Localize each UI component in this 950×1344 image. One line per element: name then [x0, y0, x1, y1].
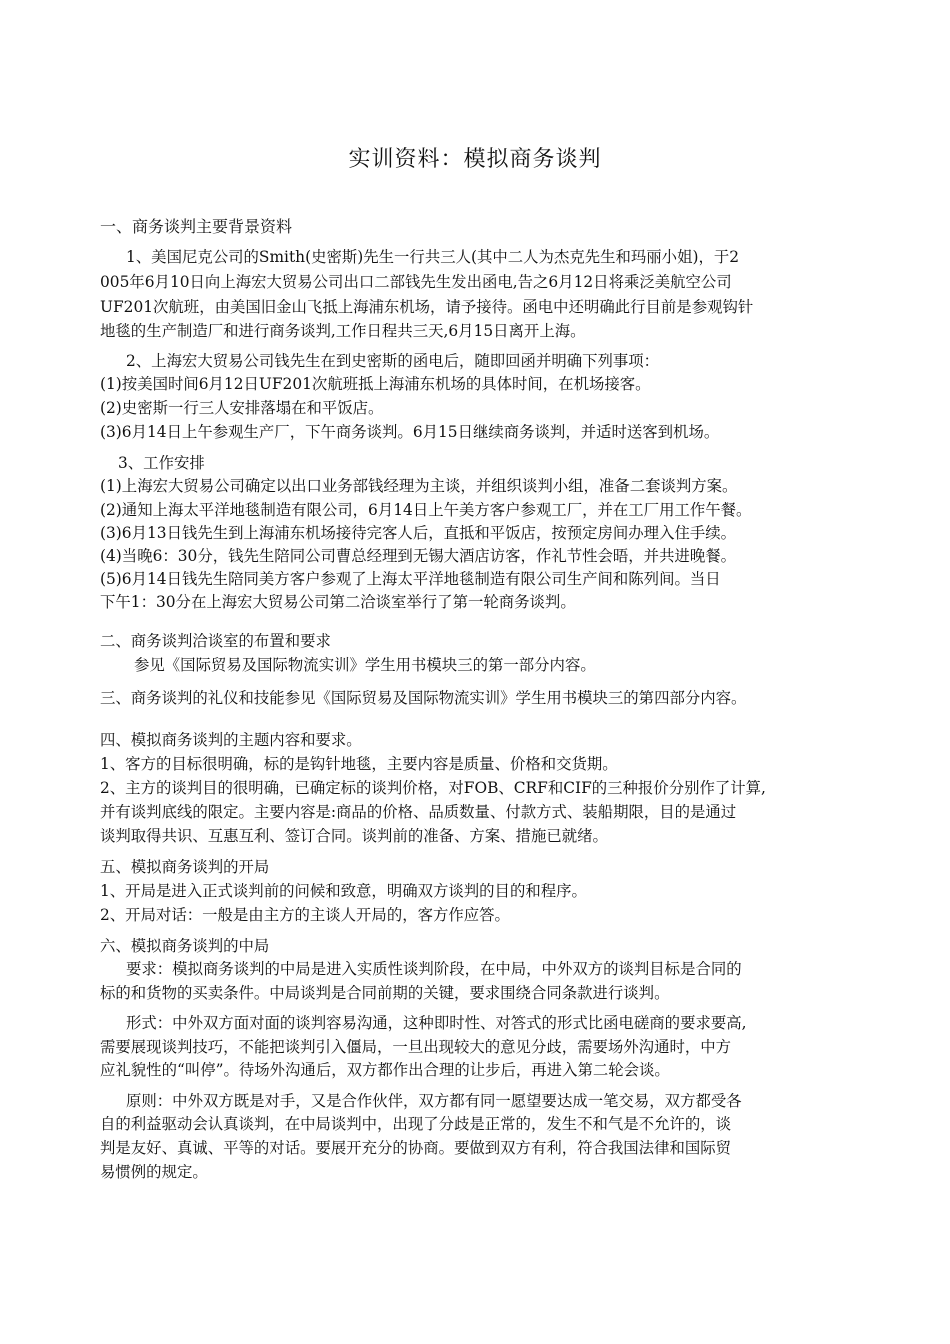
paragraph-line: 2、开局对话：一般是由主方的主谈人开局的，客方作应答。 [100, 906, 510, 924]
paragraph-line: 005年6月10日向上海宏大贸易公司出口二部钱先生发出函电,告之6月12日将乘泛美航空公司 [100, 273, 732, 291]
list-item: (5)6月14日钱先生陪同美方客户参观了上海太平洋地毯制造有限公司生产间和陈列间。当日 [100, 570, 721, 588]
paragraph-line: 谈判取得共识、互惠互利、签订合同。谈判前的准备、方案、措施已就绪。 [100, 827, 608, 845]
section-heading-4: 四、模拟商务谈判的主题内容和要求。 [100, 731, 362, 749]
list-item: (3)6月14日上午参观生产厂，下午商务谈判。6月15日继续商务谈判，并适时送客到机场。 [100, 423, 720, 441]
list-item: (3)6月13日钱先生到上海浦东机场接待完客人后，直抵和平饭店，按预定房间办理入住手续。 [100, 524, 737, 542]
paragraph-line: 1、客方的目标很明确，标的是钩针地毯，主要内容是质量、价格和交货期。 [100, 755, 618, 773]
paragraph-line: 1、美国尼克公司的Smith(史密斯)先生一行共三人(其中二人为杰克先生和玛丽小姐)，于2 [126, 248, 740, 266]
list-item: (1)按美国时间6月12日UF201次航班抵上海浦东机场的具体时间，在机场接客。 [100, 375, 651, 393]
section-heading-1: 一、商务谈判主要背景资料 [100, 217, 293, 236]
paragraph-line: 判是友好、真诚、平等的对话。要展开充分的协商。要做到双方有利，符合我国法律和国际贸 [100, 1139, 732, 1157]
paragraph-line: 参见《国际贸易及国际物流实训》学生用书模块三的第一部分内容。 [134, 656, 596, 674]
paragraph-line: 原则：中外双方既是对手，又是合作伙伴，双方都有同一愿望要达成一笔交易，双方都受各 [126, 1092, 742, 1110]
list-item: (1)上海宏大贸易公司确定以出口业务部钱经理为主谈，并组织谈判小组，准备二套谈判方案。 [100, 477, 738, 495]
section-heading-5: 五、模拟商务谈判的开局 [100, 858, 270, 876]
paragraph-line: 并有谈判底线的限定。主要内容是:商品的价格、品质数量、付款方式、装船期限，目的是通过 [100, 803, 737, 821]
section-heading-3: 三、商务谈判的礼仪和技能参见《国际贸易及国际物流实训》学生用书模块三的第四部分内容。 [100, 689, 747, 707]
section-heading-2: 二、商务谈判洽谈室的布置和要求 [100, 632, 331, 650]
paragraph-line: 1、开局是进入正式谈判前的问候和致意，明确双方谈判的目的和程序。 [100, 882, 587, 900]
list-item: (2)通知上海太平洋地毯制造有限公司，6月14日上午美方客户参观工厂，并在工厂用工作午餐。 [100, 501, 752, 519]
paragraph-line: 形式：中外双方面对面的谈判容易沟通，这种即时性、对答式的形式比函电磋商的要求要高, [126, 1014, 747, 1032]
paragraph-line: 地毯的生产制造厂和进行商务谈判,工作日程共三天,6月15日离开上海。 [100, 322, 586, 340]
list-item: (4)当晚6：30分，钱先生陪同公司曹总经理到无锡大酒店访客，作礼节性会晤，并共进晚餐。 [100, 547, 737, 565]
paragraph-line: 标的和货物的买卖条件。中局谈判是合同前期的关键，要求围绕合同条款进行谈判。 [100, 984, 670, 1002]
paragraph-line: UF201次航班，由美国旧金山飞抵上海浦东机场，请予接待。函电中还明确此行目前是参观钩针 [100, 298, 754, 316]
paragraph-line: 易惯例的规定。 [100, 1163, 208, 1181]
list-item: 下午1：30分在上海宏大贸易公司第二洽谈室举行了第一轮商务谈判。 [100, 593, 576, 611]
paragraph-line: 需要展现谈判技巧，不能把谈判引入僵局，一旦出现较大的意见分歧，需要场外沟通时，中方 [100, 1038, 732, 1056]
document-title: 实训资料：模拟商务谈判 [348, 147, 602, 172]
paragraph-line: 自的利益驱动会认真谈判，在中局谈判中，出现了分歧是正常的，发生不和气是不允许的，谈 [100, 1115, 732, 1133]
paragraph-line: 2、上海宏大贸易公司钱先生在到史密斯的函电后，随即回函并明确下列事项： [126, 352, 660, 370]
section-heading-6: 六、模拟商务谈判的中局 [100, 937, 270, 955]
subheading: 3、工作安排 [118, 454, 205, 472]
paragraph-line: 要求：模拟商务谈判的中局是进入实质性谈判阶段，在中局，中外双方的谈判目标是合同的 [126, 960, 742, 978]
paragraph-line: 2、主方的谈判目的很明确，已确定标的谈判价格，对FOB、CRF和CIF的三种报价分别作了计算, [100, 779, 766, 797]
list-item: (2)史密斯一行三人安排落塌在和平饭店。 [100, 399, 384, 417]
paragraph-line: 应礼貌性的“叫停”。待场外沟通后，双方都作出合理的让步后，再进入第二轮会谈。 [100, 1061, 670, 1079]
